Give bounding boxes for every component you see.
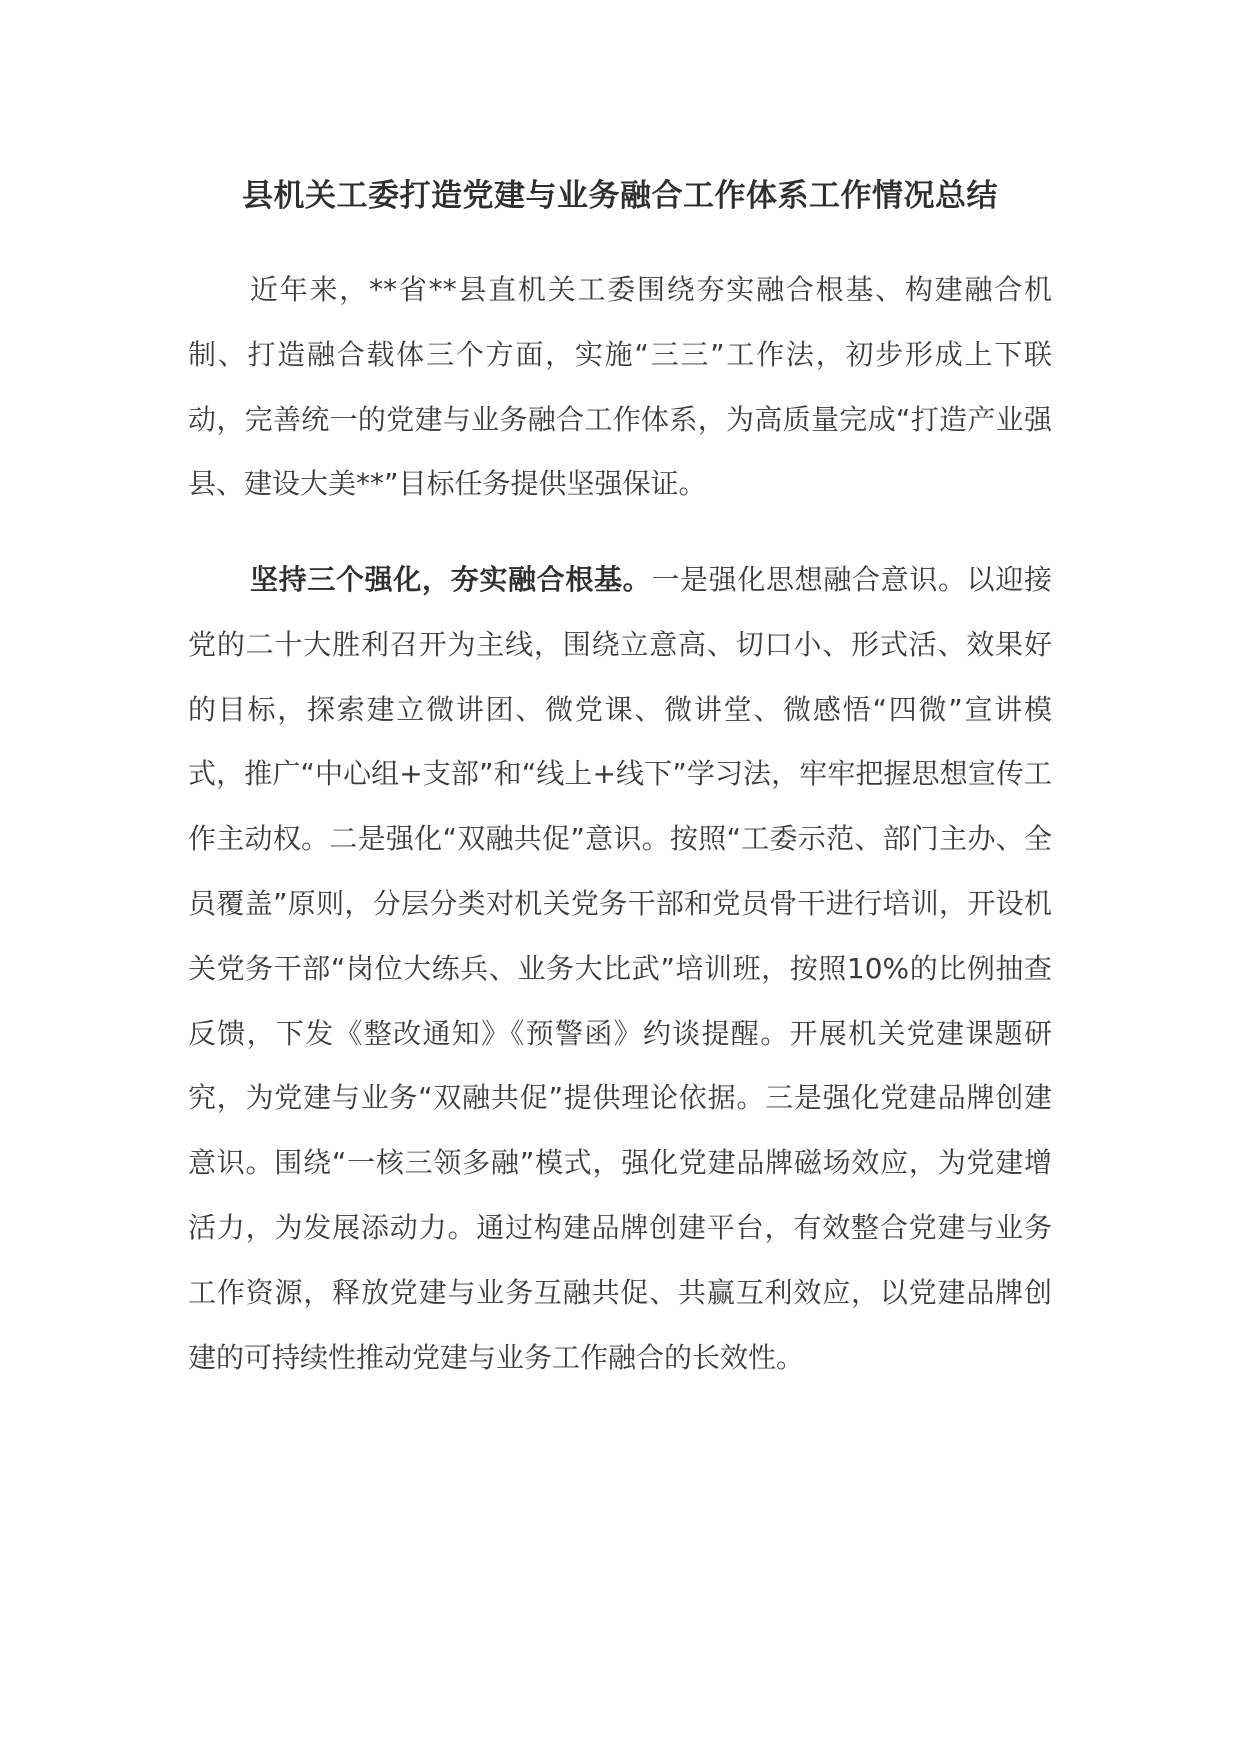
paragraph-text: 一是强化思想融合意识。以迎接党的二十大胜利召开为主线，围绕立意高、切口小、形式活、效果好的目标，探索建立微讲团、微党课、微讲堂、微感悟“四微”宣讲模式，推广“中心组+支部”和“线上+线下”学习法，牢牢把握思想宣传工作主动权。二是强化“双融共促”意识。按照“工委示范、部门主办、全员覆盖”原则，分层分类对机关党务干部和党员骨干进行培训，开设机关党务干部“岗位大练兵、业务大比武”培训班，按照10%的比例抽查反馈，下发《整改通知》《预警函》约谈提醒。开展机关党建课题研究，为党建与业务“双融共促”提供理论依据。三是强化党建品牌创建意识。围绕“一核三领多融”模式，强化党建品牌磁场效应，为党建增活力，为发展添动力。通过构建品牌创建平台，有效整合党建与业务工作资源，释放党建与业务互融共促、共赢互利效应，以党建品牌创建的可持续性推动党建与业务工作融合的长效性。 <box>188 563 1052 1374</box>
paragraph-section-1 <box>188 548 1052 1390</box>
document-title: 县机关工委打造党建与业务融合工作体系工作情况总结 <box>242 178 998 214</box>
paragraph-text: 近年来，**省**县直机关工委围绕夯实融合根基、构建融合机制、打造融合载体三个方面，实施“三三”工作法，初步形成上下联动，完善统一的党建与业务融合工作体系，为高质量完成“打造产业强县、建设大美**”目标任务提供坚强保证。 <box>188 273 1052 501</box>
paragraph-intro <box>188 258 1052 517</box>
paragraph-lead-heading: 坚持三个强化，夯实融合根基。 <box>250 563 652 596</box>
